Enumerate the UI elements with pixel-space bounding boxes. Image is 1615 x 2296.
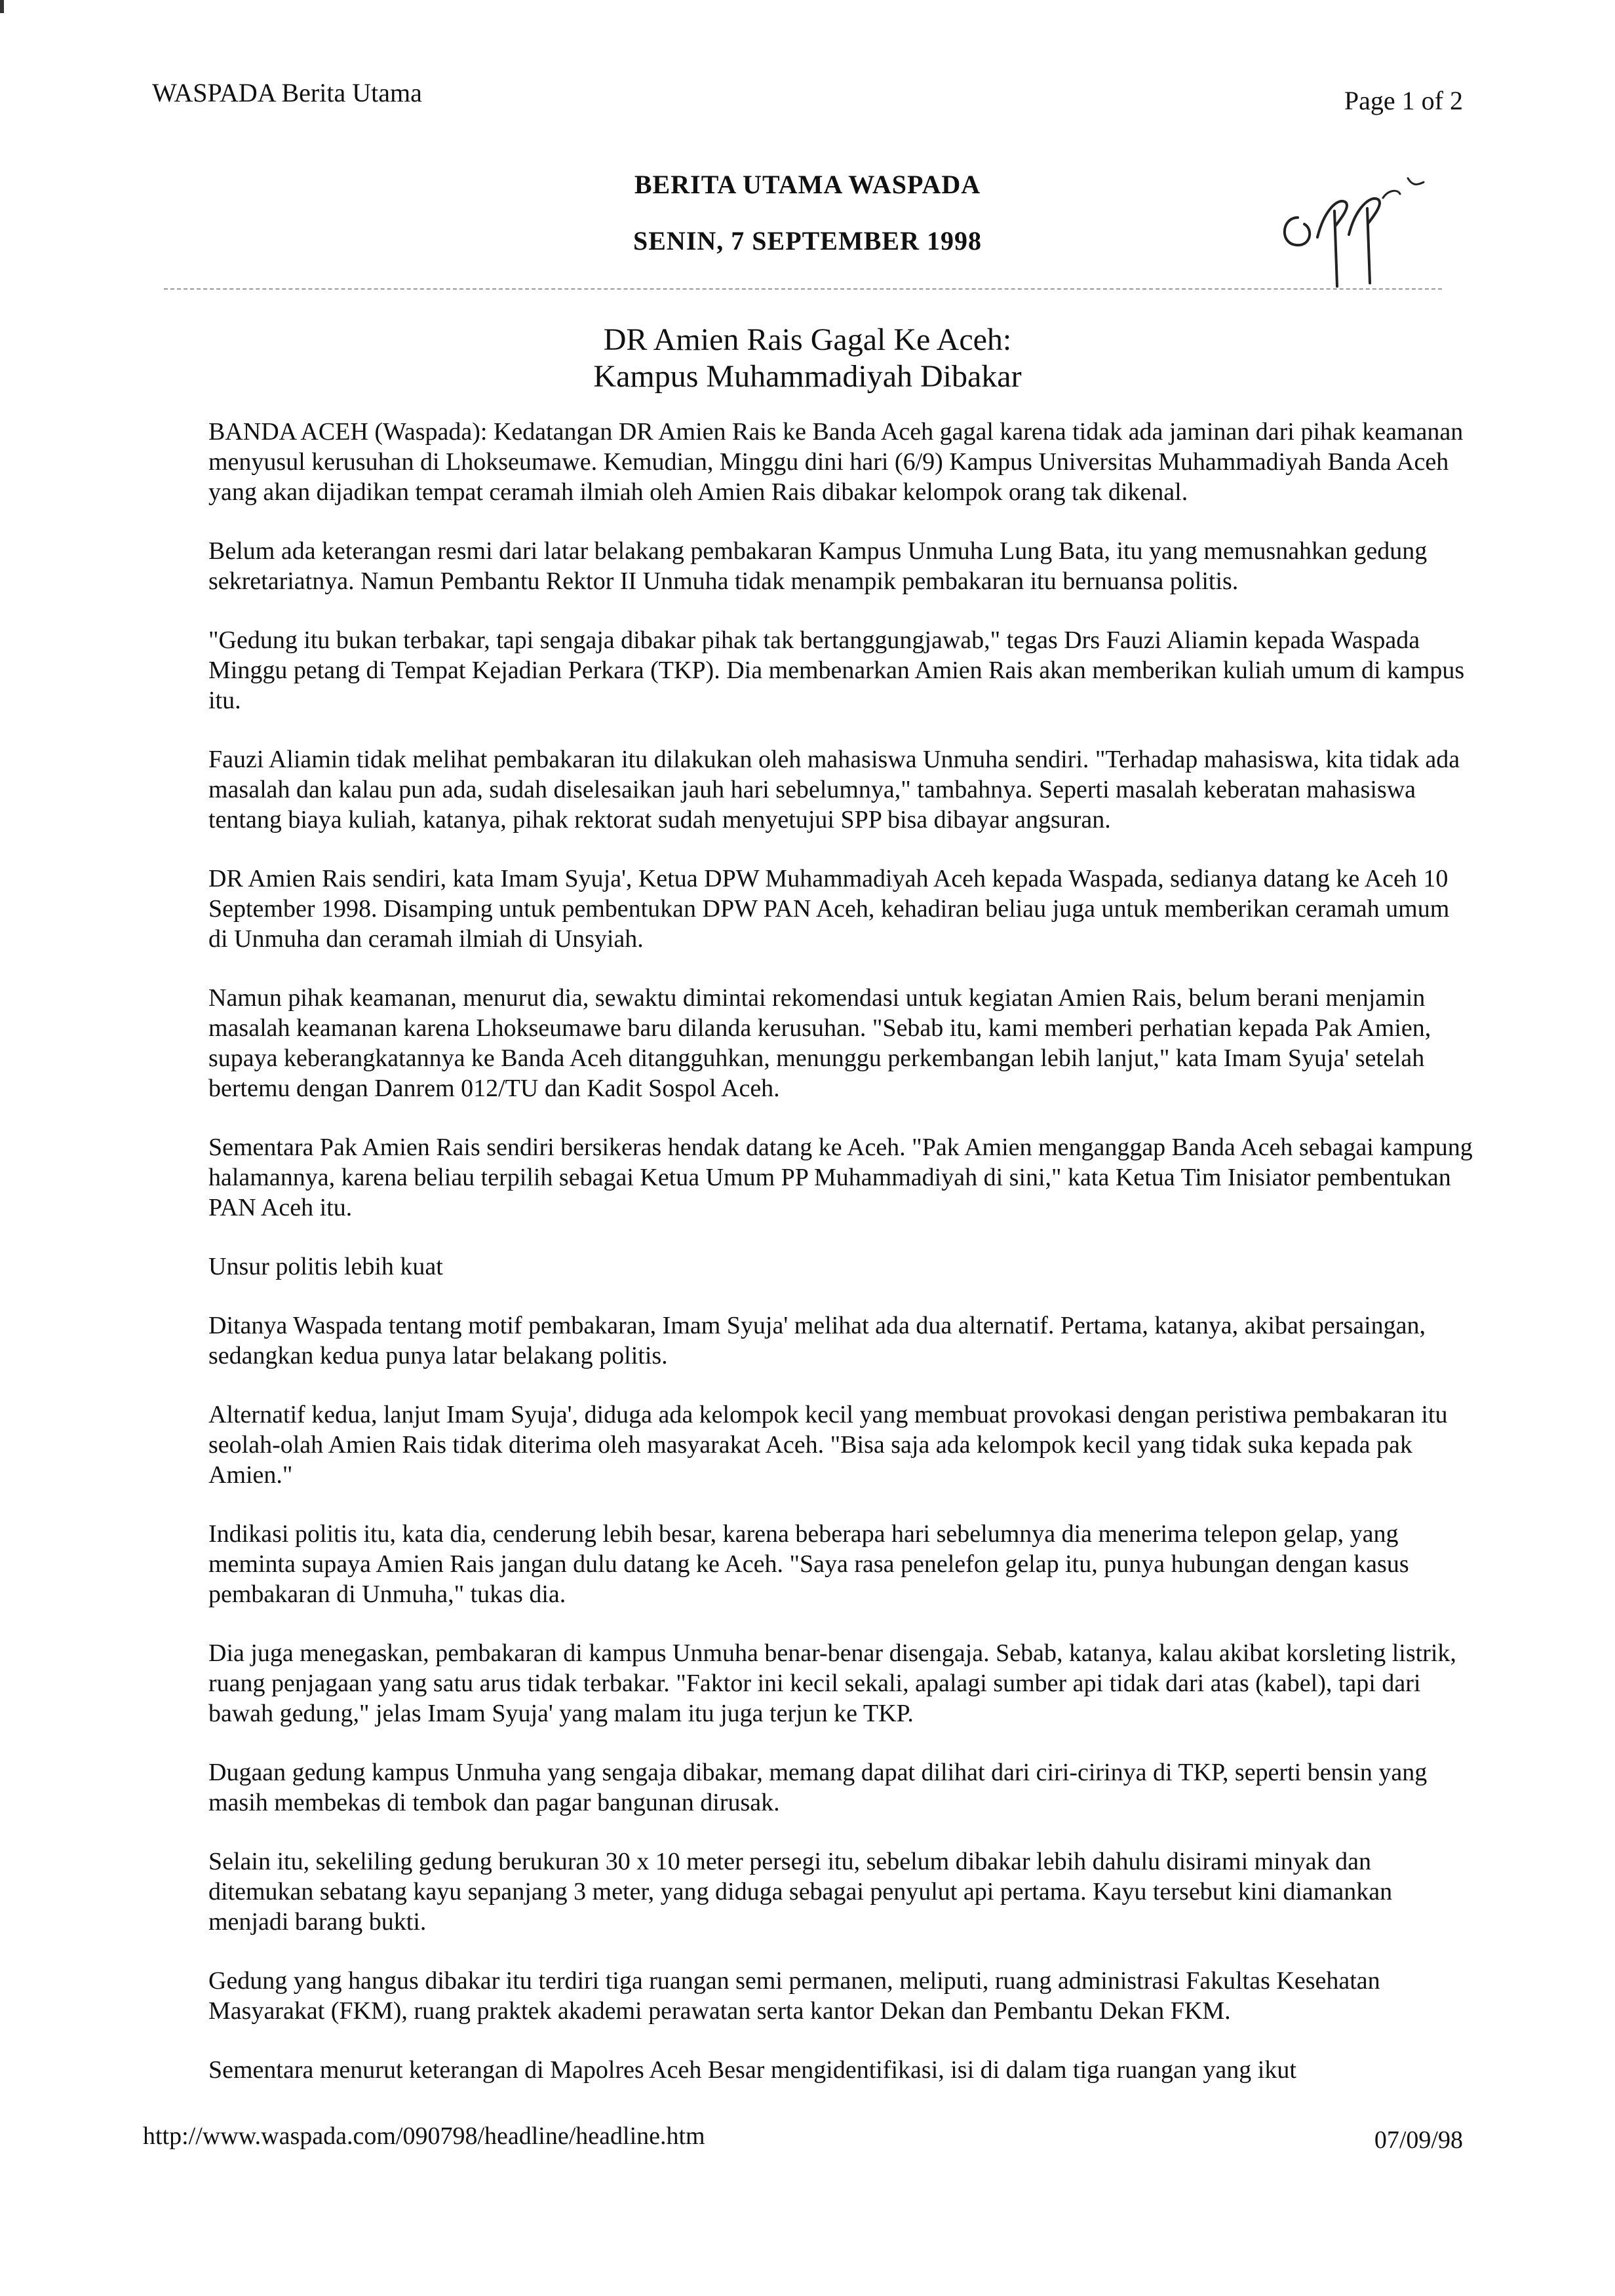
paragraph: Sementara Pak Amien Rais sendiri bersikeras hendak datang ke Aceh. "Pak Amien menganggap Banda Aceh sebagai kampung halamannya, karena beliau terpilih sebagai Ketua Umum PP Muhammadiyah di sini," kata Ketua Tim Inisiator pembentukan PAN Aceh itu.: [208, 1134, 1473, 1221]
masthead-date: SENIN, 7 SEPTEMBER 1998: [633, 226, 982, 256]
paragraph: Fauzi Aliamin tidak melihat pembakaran itu dilakukan oleh mahasiswa Unmuha sendiri. "Terhadap mahasiswa, kita tidak ada masalah dan kalau pun ada, sudah diselesaikan jauh hari sebelumnya," tambahnya. Seperti masalah keberatan mahasiswa tentang biaya kuliah, katanya, pihak rektorat sudah menyetujui SPP bisa dibayar angsuran.: [208, 746, 1460, 833]
paragraph: Indikasi politis itu, kata dia, cenderung lebih besar, karena beberapa hari sebelumnya dia menerima telepon gelap, yang meminta supaya Amien Rais jangan dulu datang ke Aceh. "Saya rasa penelefon gelap itu, punya hubungan dengan kasus pembakaran di Unmuha," tukas dia.: [208, 1520, 1409, 1608]
paragraph: Sementara menurut keterangan di Mapolres Aceh Besar mengidentifikasi, isi di dalam tiga ruangan yang ikut: [208, 2056, 1296, 2084]
subheading: Unsur politis lebih kuat: [208, 1253, 443, 1280]
header-divider: [164, 288, 1442, 290]
paragraph: BANDA ACEH (Waspada): Kedatangan DR Amien Rais ke Banda Aceh gagal karena tidak ada jaminan dari pihak keamanan menyusul kerusuhan di Lhokseumawe. Kemudian, Minggu dini hari (6/9) Kampus Universitas Muhammadiyah Banda Aceh yang akan dijadikan tempat ceramah ilmiah oleh Amien Rais dibakar kelompok orang tak dikenal.: [208, 418, 1464, 506]
paragraph: "Gedung itu bukan terbakar, tapi sengaja dibakar pihak tak bertanggungjawab," tegas Drs Fauzi Aliamin kepada Waspada Minggu petang di Tempat Kejadian Perkara (TKP). Dia membenarkan Amien Rais akan memberikan kuliah umum di kampus itu.: [208, 626, 1465, 714]
article-body: [208, 417, 1473, 2114]
paragraph: Ditanya Waspada tentang motif pembakaran, Imam Syuja' melihat ada dua alternatif. Pertama, katanya, akibat persaingan, sedangkan kedua punya latar belakang politis.: [208, 1312, 1426, 1369]
paragraph: Belum ada keterangan resmi dari latar belakang pembakaran Kampus Unmuha Lung Bata, itu yang memusnahkan gedung sekretariatnya. Namun Pembantu Rektor II Unmuha tidak menampik pembakaran itu bernuansa politis.: [208, 537, 1428, 595]
paragraph: Dugaan gedung kampus Unmuha yang sengaja dibakar, memang dapat dilihat dari ciri-cirinya di TKP, seperti bensin yang masih membekas di tembok dan pagar bangunan dirusak.: [208, 1759, 1428, 1816]
headline-line-2: Kampus Muhammadiyah Dibakar: [593, 359, 1022, 394]
paragraph: DR Amien Rais sendiri, kata Imam Syuja', Ketua DPW Muhammadiyah Aceh kepada Waspada, sedianya datang ke Aceh 10 September 1998. Disamping untuk pembentukan DPW PAN Aceh, kehadiran beliau juga untuk memberikan ceramah umum di Unmuha dan ceramah ilmiah di Unsyiah.: [208, 865, 1450, 953]
header-source: WASPADA Berita Utama: [152, 78, 422, 107]
paragraph: Selain itu, sekeliling gedung berukuran 30 x 10 meter persegi itu, sebelum dibakar lebih dahulu disirami minyak dan ditemukan sebatang kayu sepanjang 3 meter, yang diduga sebagai penyulut api pertama. Kayu tersebut kini diamankan menjadi barang bukti.: [208, 1848, 1393, 1936]
header-page-number: Page 1 of 2: [1344, 86, 1463, 115]
paragraph: Namun pihak keamanan, menurut dia, sewaktu dimintai rekomendasi untuk kegiatan Amien Rais, belum berani menjamin masalah keamanan karena Lhokseumawe baru dilanda kerusuhan. "Sebab itu, kami memberi perhatian kepada Pak Amien, supaya keberangkatannya ke Banda Aceh ditangguhkan, menunggu perkembangan lebih lanjut," kata Imam Syuja' setelah bertemu dengan Danrem 012/TU dan Kadit Sospol Aceh.: [208, 984, 1431, 1102]
handwritten-signature-icon: [1272, 172, 1442, 290]
masthead-title: BERITA UTAMA WASPADA: [634, 170, 981, 199]
paragraph: Dia juga menegaskan, pembakaran di kampus Unmuha benar-benar disengaja. Sebab, katanya, kalau akibat korsleting listrik, ruang penjagaan yang satu arus tidak terbakar. "Faktor ini kecil sekali, apalagi sumber api tidak dari atas (kabel), tapi dari bawah gedung," jelas Imam Syuja' yang malam itu juga terjun ke TKP.: [208, 1639, 1456, 1727]
scan-mark: [0, 0, 4, 13]
footer-url: http://www.waspada.com/090798/headline/headline.htm: [143, 2122, 705, 2150]
paragraph: Alternatif kedua, lanjut Imam Syuja', diduga ada kelompok kecil yang membuat provokasi dengan peristiwa pembakaran itu seolah-olah Amien Rais tidak diterima oleh masyarakat Aceh. "Bisa saja ada kelompok kecil yang tidak suka kepada pak Amien.": [208, 1401, 1448, 1489]
footer-date: 07/09/98: [1374, 2126, 1463, 2154]
headline-line-1: DR Amien Rais Gagal Ke Aceh:: [603, 322, 1012, 357]
paragraph: Gedung yang hangus dibakar itu terdiri tiga ruangan semi permanen, meliputi, ruang administrasi Fakultas Kesehatan Masyarakat (FKM), ruang praktek akademi perawatan serta kantor Dekan dan Pembantu Dekan FKM.: [208, 1967, 1380, 2025]
